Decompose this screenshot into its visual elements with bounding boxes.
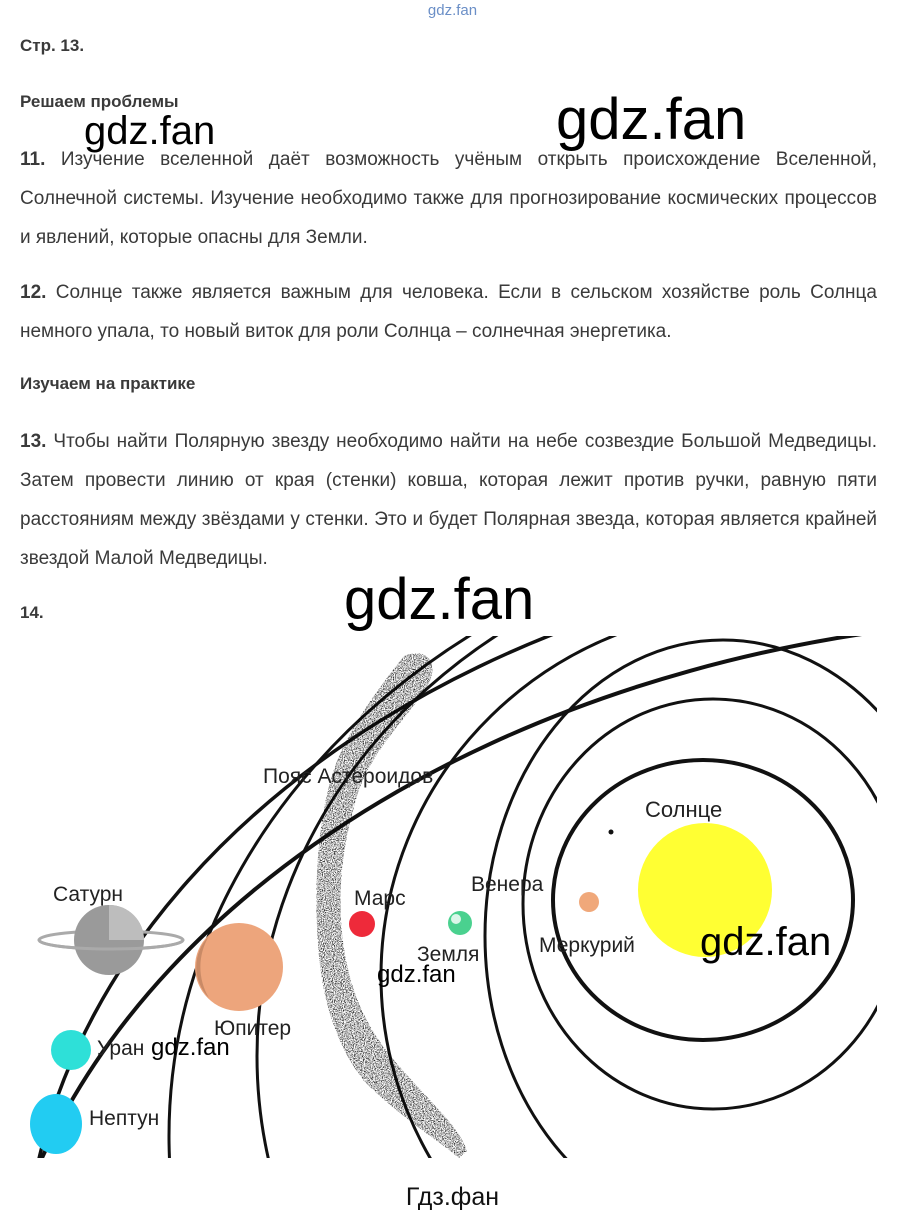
jupiter bbox=[195, 923, 283, 1011]
watermark-uranus: gdz.fan bbox=[151, 1034, 230, 1061]
label-sun: Солнце bbox=[645, 797, 723, 822]
watermark-big: gdz.fan bbox=[556, 87, 747, 152]
paragraph-number: 12. bbox=[20, 282, 47, 303]
top-watermark: gdz.fan bbox=[427, 2, 478, 19]
mars bbox=[349, 911, 375, 937]
section-title-problems: Решаем проблемы bbox=[20, 92, 179, 111]
paragraph-13 bbox=[20, 422, 877, 578]
watermark-mid: gdz.fan bbox=[84, 109, 216, 153]
label-jupiter: Юпитер bbox=[214, 1017, 292, 1040]
paragraph-text: Чтобы найти Полярную звезду необходимо найти на небе созвездие Большой Медведицы. Затем провести линию от края (стенки) ковша, которая лежит против ручки, равную пяти расстояниям между звёздами у стенки. Это и будет Полярная звезда, которая является крайней звездой Малой Медведицы. bbox=[20, 431, 878, 569]
earth-cloud bbox=[451, 914, 461, 924]
paragraph-11 bbox=[20, 140, 877, 257]
paragraph-text: Солнце также является важным для человека. Если в сельском хозяйстве роль Солнца немного упала, то новый виток для роли Солнца – солнечная энергетика. bbox=[20, 282, 877, 342]
watermark-big: gdz.fan bbox=[344, 567, 535, 632]
paragraph-number: 11. bbox=[20, 149, 46, 170]
paragraph-number: 13. bbox=[20, 431, 47, 452]
footer-text: Гдз.фан bbox=[405, 1183, 500, 1211]
saturn-highlight bbox=[109, 905, 144, 940]
label-mercury: Меркурий bbox=[539, 934, 635, 957]
section-title-practice: Изучаем на практике bbox=[20, 374, 196, 393]
label-venus: Венера bbox=[471, 873, 544, 896]
label-saturn: Сатурн bbox=[53, 883, 124, 906]
paragraph-12 bbox=[20, 273, 877, 351]
watermark-sun: gdz.fan bbox=[700, 920, 832, 964]
label-asteroid-belt: Пояс Астероидов bbox=[263, 765, 434, 788]
solar-system-diagram bbox=[19, 636, 877, 1158]
earth bbox=[448, 911, 472, 935]
paragraph-text: Изучение вселенной даёт возможность учёным открыть происхождение Вселенной, Солнечной системы. Изучение необходимо также для прогнозирование космических процессов и явлений, которые опасны для Земли. bbox=[20, 149, 877, 248]
paragraph-14-number: 14. bbox=[20, 603, 44, 622]
label-mars: Марс bbox=[354, 887, 406, 910]
orbit-mars bbox=[381, 636, 877, 1158]
small-dot bbox=[609, 830, 614, 835]
mercury bbox=[579, 892, 599, 912]
uranus bbox=[51, 1030, 91, 1070]
neptune bbox=[30, 1094, 82, 1154]
label-earth: Земля bbox=[417, 943, 480, 966]
label-uranus: Уран bbox=[97, 1037, 145, 1060]
watermark-mars: gdz.fan bbox=[377, 961, 456, 988]
label-neptune: Нептун bbox=[89, 1107, 160, 1130]
page-label: Стр. 13. bbox=[20, 36, 85, 55]
